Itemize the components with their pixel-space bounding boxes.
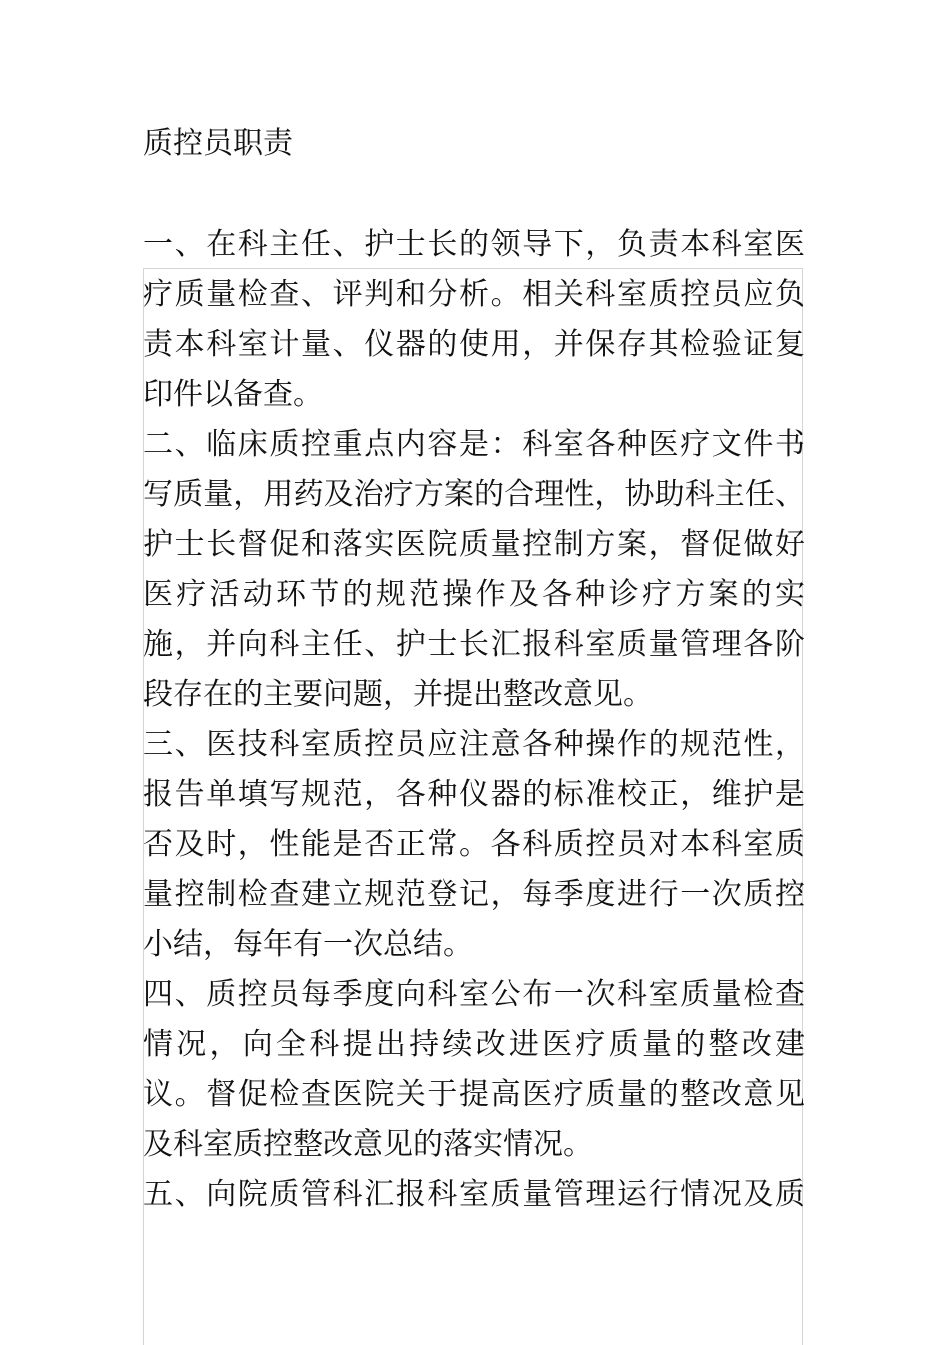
body-line: 小结，每年有一次总结。 [143, 927, 473, 962]
body-line: 否及时，性能是否正常。各科质控员对本科室质 [143, 827, 805, 862]
body-line: 段存在的主要问题，并提出整改意见。 [143, 677, 653, 712]
body-line: 疗质量检查、评判和分析。相关科室质控员应负 [143, 277, 805, 312]
body-line: 情况，向全科提出持续改进医疗质量的整改建 [143, 1027, 805, 1062]
body-line: 写质量，用药及治疗方案的合理性，协助科主任、 [143, 477, 805, 512]
body-line: 一、在科主任、护士长的领导下，负责本科室医 [143, 227, 805, 262]
document-title: 质控员职责 [143, 126, 293, 161]
body-line: 三、医技科室质控员应注意各种操作的规范性， [143, 727, 805, 762]
body-line: 及科室质控整改意见的落实情况。 [143, 1127, 593, 1162]
body-line: 护士长督促和落实医院质量控制方案，督促做好 [143, 527, 805, 562]
body-line: 印件以备查。 [143, 377, 323, 412]
document-body [143, 220, 805, 1220]
body-line: 四、质控员每季度向科室公布一次科室质量检查 [143, 977, 805, 1012]
body-line: 报告单填写规范，各种仪器的标准校正，维护是 [143, 777, 805, 812]
body-line: 责本科室计量、仪器的使用，并保存其检验证复 [143, 327, 805, 362]
body-line: 医疗活动环节的规范操作及各种诊疗方案的实 [143, 577, 805, 612]
body-line: 施，并向科主任、护士长汇报科室质量管理各阶 [143, 627, 805, 662]
body-line: 二、临床质控重点内容是：科室各种医疗文件书 [143, 427, 805, 462]
body-line: 量控制检查建立规范登记，每季度进行一次质控 [143, 877, 805, 912]
body-line: 五、向院质管科汇报科室质量管理运行情况及质 [143, 1177, 805, 1212]
body-line: 议。督促检查医院关于提高医疗质量的整改意见 [143, 1077, 805, 1112]
